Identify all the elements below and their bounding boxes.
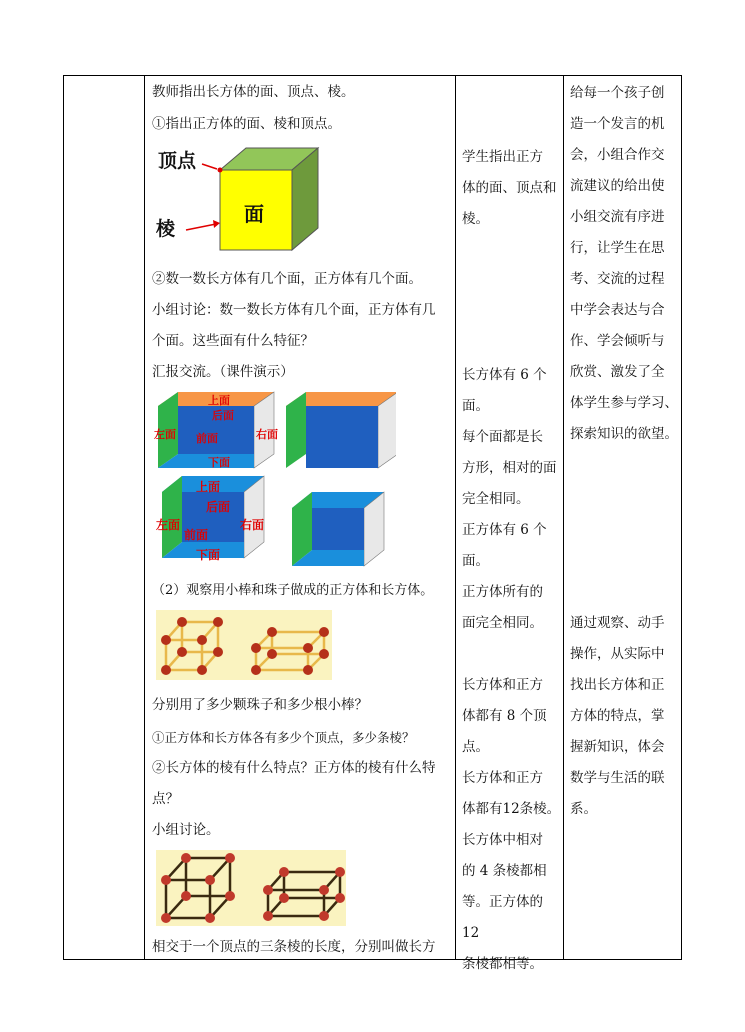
teacher-activity-column: [146, 76, 456, 959]
face-top-label: 上面: [196, 480, 221, 494]
design-intent-column: [564, 76, 681, 959]
face-bottom-label: 下面: [208, 456, 230, 469]
text-line: 给每一个孩子创: [570, 85, 665, 101]
bead-model-figure-2: [156, 850, 346, 926]
text-line: 小组讨论。: [152, 822, 220, 838]
face-front-label: 前面: [196, 432, 218, 445]
face-label: 面: [244, 202, 264, 226]
text-line: 每个面都是长: [462, 429, 543, 445]
student-activity-column: [456, 76, 564, 972]
text-line: 教师指出长方体的面、顶点、棱。: [152, 84, 355, 100]
text-line: 欣赏、激发了全: [570, 364, 665, 380]
text-line: 会，小组合作交: [570, 147, 665, 163]
text-line: 棱。: [462, 211, 489, 227]
text-line: 作、学会倾听与: [570, 333, 665, 349]
text-line: 数学与生活的联: [570, 770, 665, 786]
text-line: 面。: [462, 553, 489, 569]
face-left-label: 左面: [154, 428, 176, 441]
vertex-label: 顶点: [158, 150, 197, 172]
text-line: 流建议的给出使: [570, 178, 665, 194]
text-line: 长方体和正方: [462, 677, 543, 693]
text-line: 探索知识的欲望。: [570, 426, 678, 442]
intent-block-1: [570, 78, 678, 450]
text-line: 等。正方体的 12: [462, 894, 543, 941]
text-line: 条棱都相等。: [462, 956, 543, 972]
text-line: 正方体所有的: [462, 584, 543, 600]
bead-models-2: [156, 850, 346, 926]
text-line: 体学生参与学习、: [570, 395, 678, 411]
text-line: 造一个发言的机: [570, 116, 665, 132]
stage-column: [64, 76, 144, 959]
text-line: 系。: [570, 801, 597, 817]
text-line: 长方体和正方: [462, 770, 543, 786]
student-block-3: [462, 670, 564, 980]
column-divider: [144, 76, 145, 959]
text-line: 方体的特点，掌: [570, 708, 665, 724]
text-line: 方形，相对的面: [462, 460, 557, 476]
edge-label: 棱: [156, 218, 176, 240]
student-block-2: [462, 360, 557, 639]
text-line: 体都有12条棱。: [462, 801, 561, 817]
text-line: 中学会表达与合: [570, 302, 665, 318]
text-line: 的 4 条棱都相: [462, 863, 547, 879]
text-line: 找出长方体和正: [570, 677, 665, 693]
text-line: ②数一数长方体有几个面，正方体有几个面。: [152, 271, 422, 287]
text-line: 长方体中相对: [462, 832, 543, 848]
face-right-label: 右面: [256, 428, 278, 441]
text-line: 通过观察、动手: [570, 615, 665, 631]
text-line: 相交于一个顶点的三条棱的长度，分别叫做长方: [152, 939, 436, 955]
text-line: （2）观察用小棒和珠子做成的正方体和长方体。: [152, 583, 434, 598]
text-line: 正方体有 6 个: [462, 522, 547, 538]
text-line: 握新知识，体会: [570, 739, 665, 755]
text-line: 面。: [462, 398, 489, 414]
intent-block-2: [570, 608, 665, 825]
lesson-table: [63, 75, 682, 972]
text-line: 面完全相同。: [462, 615, 543, 631]
face-left-label: 左面: [156, 518, 181, 532]
text-line: 长方体有 6 个: [462, 367, 547, 383]
text-line: 完全相同。: [462, 491, 530, 507]
face-back-label: 后面: [206, 500, 231, 514]
face-bottom-label: 下面: [196, 548, 221, 562]
text-line: 点？: [152, 791, 179, 807]
student-block-1: [462, 142, 557, 235]
text-line: 个面。这些面有什么特征？: [152, 333, 314, 349]
text-line: 点。: [462, 739, 489, 755]
face-right-label: 右面: [240, 518, 265, 532]
face-top-label: 上面: [208, 394, 230, 407]
text-line: 小组交流有序进: [570, 209, 665, 225]
text-line: ②长方体的棱有什么特点？正方体的棱有什么特: [152, 760, 436, 776]
faces-demo-figure: [156, 390, 396, 570]
text-line: 操作，从实际中: [570, 646, 665, 662]
text-line: 体都有 8 个顶: [462, 708, 547, 724]
bead-models: [156, 610, 332, 680]
text-line: 体的面、顶点和: [462, 180, 557, 196]
faces-diagram: [156, 390, 396, 570]
text-line: 汇报交流。（课件演示）: [152, 364, 294, 380]
text-line: 小组讨论：数一数长方体有几个面，正方体有几: [152, 302, 436, 318]
face-front-label: 前面: [184, 528, 209, 542]
text-line: 学生指出正方: [462, 149, 543, 165]
text-line: 考、交流的过程: [570, 271, 665, 287]
face-back-label: 后面: [212, 409, 234, 422]
text-line: ①正方体和长方体各有多少个顶点，多少条棱？: [152, 730, 415, 745]
text-line: 分别用了多少颗珠子和多少根小棒？: [152, 697, 368, 713]
bead-model-figure: [156, 610, 332, 680]
cube-labeled-figure: [156, 144, 326, 254]
text-line: ①指出正方体的面、棱和顶点。: [152, 116, 341, 132]
text-line: 行，让学生在思: [570, 240, 665, 256]
